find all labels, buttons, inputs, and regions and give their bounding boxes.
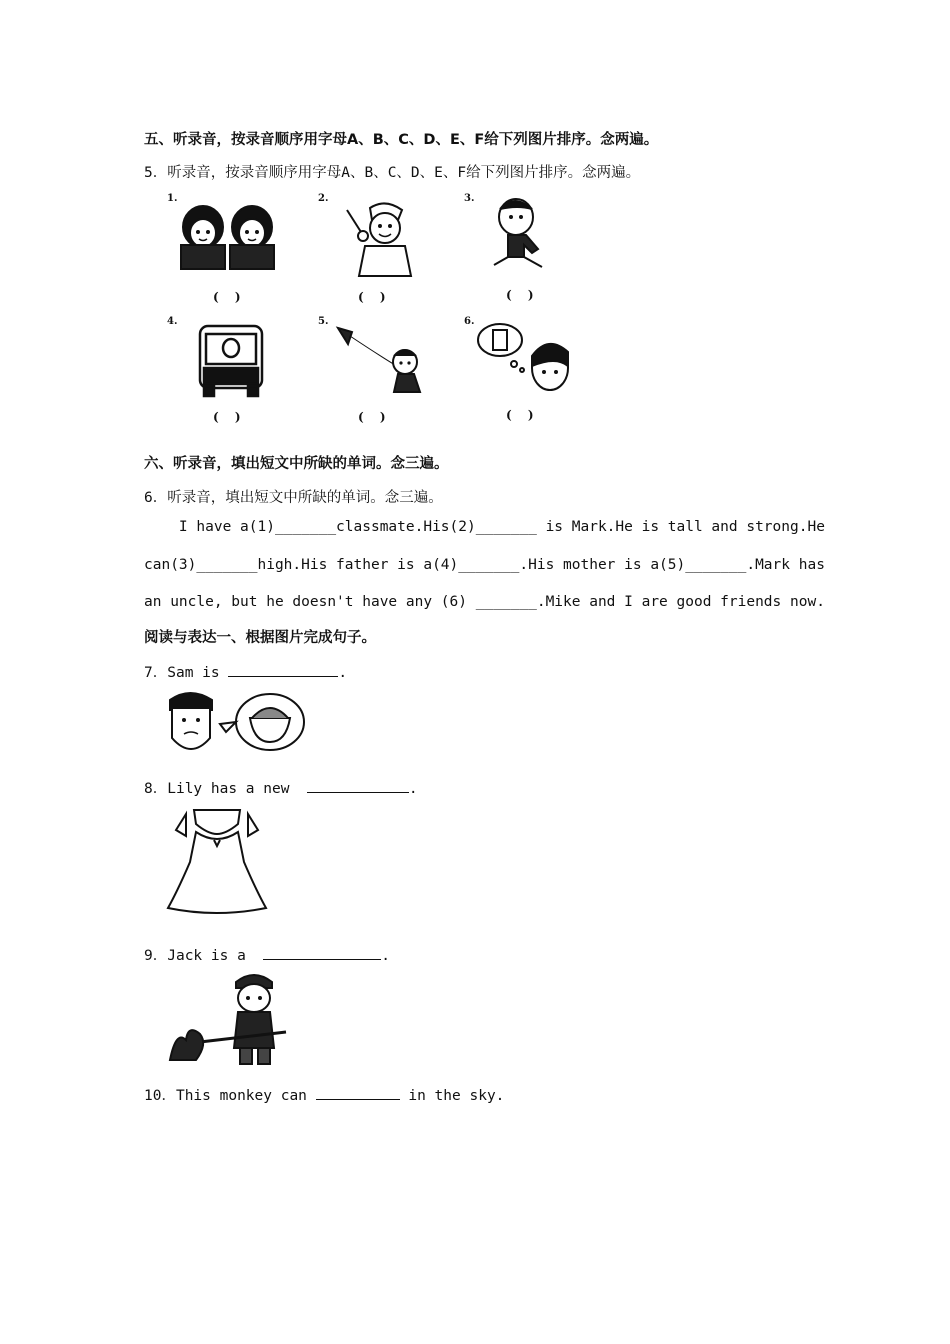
question-5: 5．听录音，按录音顺序用字母A、B、C、D、E、F给下列图片排序。念两遍。 — [144, 165, 641, 181]
girl-thinking-of-water-icon — [474, 322, 574, 400]
question-8: 8．Lily has a new . — [144, 781, 418, 797]
question-10: 10．This monkey can in the sky. — [144, 1088, 505, 1104]
section5-heading: 五、听录音，按录音顺序用字母A、B、C、D、E、F给下列图片排序。念两遍。 — [144, 132, 659, 148]
bus-driver-icon — [196, 322, 266, 400]
item-4-answer-paren[interactable]: ( ) — [213, 410, 247, 424]
item-4-number: 4. — [167, 316, 178, 327]
item-6-answer-paren[interactable]: ( ) — [506, 408, 540, 422]
item-3-answer-paren[interactable]: ( ) — [506, 288, 540, 302]
passage-line-2: can(3)_______high.His father is a(4)_______.His mother is a(5)_______.Mark has — [144, 557, 825, 573]
boy-running-icon — [488, 197, 558, 275]
answer-blank-10[interactable] — [316, 1087, 400, 1100]
item-1-number: 1. — [167, 193, 178, 204]
passage-line-1: I have a(1)_______classmate.His(2)_______ is Mark.He is tall and strong.He — [144, 519, 825, 535]
question-7: 7．Sam is . — [144, 665, 348, 681]
nurse-with-syringe-icon — [335, 198, 415, 278]
dress-icon — [164, 806, 270, 914]
reading-heading: 阅读与表达一、根据图片完成句子。 — [144, 630, 376, 646]
item-5-number: 5. — [318, 316, 329, 327]
item-6-number: 6. — [464, 316, 475, 327]
question-6: 6．听录音，填出短文中所缺的单词。念三遍。 — [144, 490, 443, 506]
passage-line-3: an uncle, but he doesn't have any (6) _______.Mike and I are good friends now. — [144, 594, 825, 610]
answer-blank-8[interactable] — [307, 780, 409, 793]
item-2-answer-paren[interactable]: ( ) — [358, 290, 392, 304]
hungry-man-thinking-of-food-icon — [166, 690, 308, 760]
two-girls-reading-icon — [178, 203, 280, 273]
answer-blank-7[interactable] — [228, 664, 338, 677]
section6-heading: 六、听录音，填出短文中所缺的单词。念三遍。 — [144, 456, 449, 472]
firefighter-icon — [166, 970, 290, 1070]
item-1-answer-paren[interactable]: ( ) — [213, 290, 247, 304]
answer-blank-9[interactable] — [263, 947, 381, 960]
item-5-answer-paren[interactable]: ( ) — [358, 410, 392, 424]
item-2-number: 2. — [318, 193, 329, 204]
item-3-number: 3. — [464, 193, 475, 204]
question-9: 9．Jack is a . — [144, 948, 390, 964]
girl-flying-kite-icon — [330, 322, 425, 402]
